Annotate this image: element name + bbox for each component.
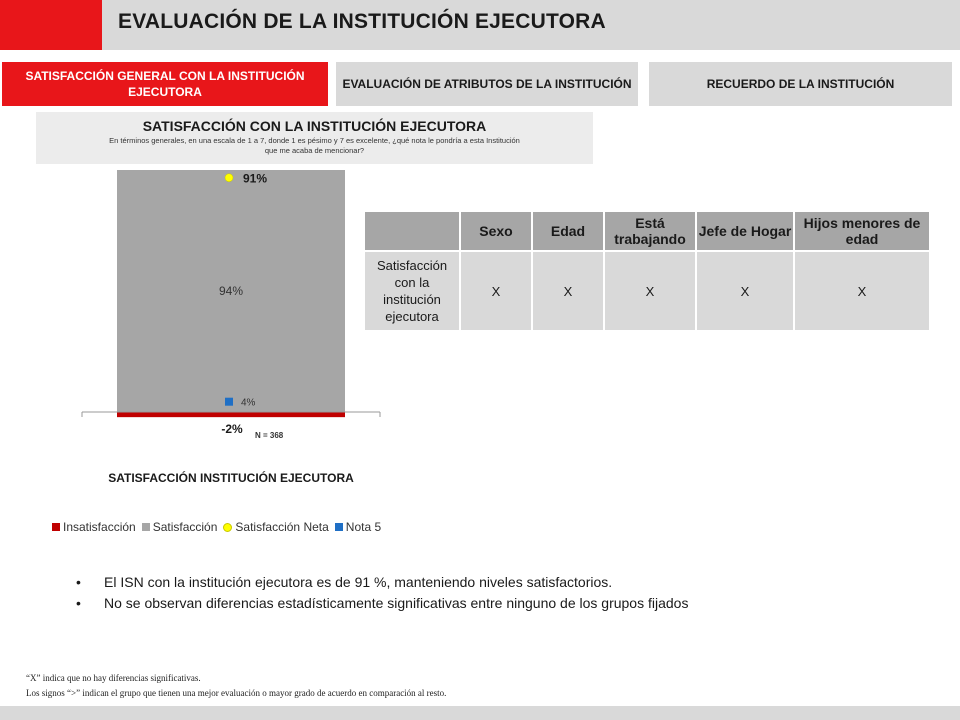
bullet-mark: • xyxy=(76,574,81,590)
legend-label: Satisfacción xyxy=(152,520,218,534)
table-header-hijos: Hijos menores de edad xyxy=(794,211,930,251)
list-item xyxy=(76,595,688,611)
legend-swatch xyxy=(142,523,150,531)
marker-satisfaccion-neta xyxy=(225,174,233,182)
data-label-insatisfaccion: -2% xyxy=(221,422,243,436)
footnote: Los signos “>” indican el grupo que tienen una mejor evaluación o mayor grado de acuerdo en comparación al resto. xyxy=(26,688,447,698)
legend-dot xyxy=(223,523,232,532)
footnote: “X” indica que no hay diferencias significativas. xyxy=(26,673,201,683)
chart-legend xyxy=(52,520,387,534)
table-header-edad: Edad xyxy=(532,211,604,251)
list-item xyxy=(76,574,688,590)
legend-item-insatisfaccion xyxy=(52,520,136,534)
table-header-trabajando: Está trabajando xyxy=(604,211,696,251)
page-title: EVALUACIÓN DE LA INSTITUCIÓN EJECUTORA xyxy=(118,10,606,33)
table-row-label: Satisfacción con la institución ejecutora xyxy=(364,251,460,331)
table-cell: X xyxy=(604,251,696,331)
data-label-nota-5: 4% xyxy=(241,397,256,409)
bullet-text: El ISN con la institución ejecutora es de 91 %, manteniendo niveles satisfactorios. xyxy=(104,574,613,590)
footnotes xyxy=(26,671,446,701)
legend-label: Satisfacción Neta xyxy=(235,520,329,534)
tab-satisfaccion-general[interactable]: SATISFACCIÓN GENERAL CON LA INSTITUCIÓN EJECUTORA xyxy=(2,62,328,106)
table-row xyxy=(364,251,930,331)
sample-size-label: N = 368 xyxy=(255,431,284,440)
table-corner-cell xyxy=(364,211,460,251)
table-cell: X xyxy=(532,251,604,331)
data-label-satisfaccion: 94% xyxy=(218,284,244,298)
tab-evaluacion-atributos[interactable]: EVALUACIÓN DE ATRIBUTOS DE LA INSTITUCIÓN xyxy=(336,62,638,106)
table-header-sexo: Sexo xyxy=(460,211,532,251)
legend-item-satisfaccion-neta xyxy=(223,520,328,534)
table-header-row xyxy=(364,211,930,251)
bullet-text: No se observan diferencias estadísticamente significativas entre ninguno de los grupos fijados xyxy=(104,595,689,611)
table-cell: X xyxy=(460,251,532,331)
legend-label: Nota 5 xyxy=(345,520,382,534)
significance-table xyxy=(363,210,931,332)
marker-nota-5 xyxy=(225,398,233,406)
table-cell: X xyxy=(794,251,930,331)
tab-recuerdo-institucion[interactable]: RECUERDO DE LA INSTITUCIÓN xyxy=(649,62,952,106)
legend-label: Insatisfacción xyxy=(63,520,136,534)
bullet-mark: • xyxy=(76,595,81,611)
legend-swatch xyxy=(52,523,60,531)
chart-title: SATISFACCIÓN INSTITUCIÓN EJECUTORA xyxy=(108,471,354,485)
findings-list xyxy=(76,574,688,616)
bar-insatisfaccion xyxy=(117,412,345,417)
question-title: SATISFACCIÓN CON LA INSTITUCIÓN EJECUTORA xyxy=(142,118,487,134)
table-header-jefe-hogar: Jefe de Hogar xyxy=(696,211,794,251)
table-cell: X xyxy=(696,251,794,331)
question-text: En términos generales, en una escala de 1 a 7, donde 1 es pésimo y 7 es excelente, ¿qué nota le pondría a esta Institución que me acaba de mencionar? xyxy=(109,136,520,155)
footer-bar xyxy=(0,706,960,720)
legend-swatch xyxy=(335,523,343,531)
legend-item-nota-5 xyxy=(335,520,381,534)
data-label-satisfaccion-neta: 91% xyxy=(243,171,268,186)
legend-item-satisfaccion xyxy=(142,520,218,534)
